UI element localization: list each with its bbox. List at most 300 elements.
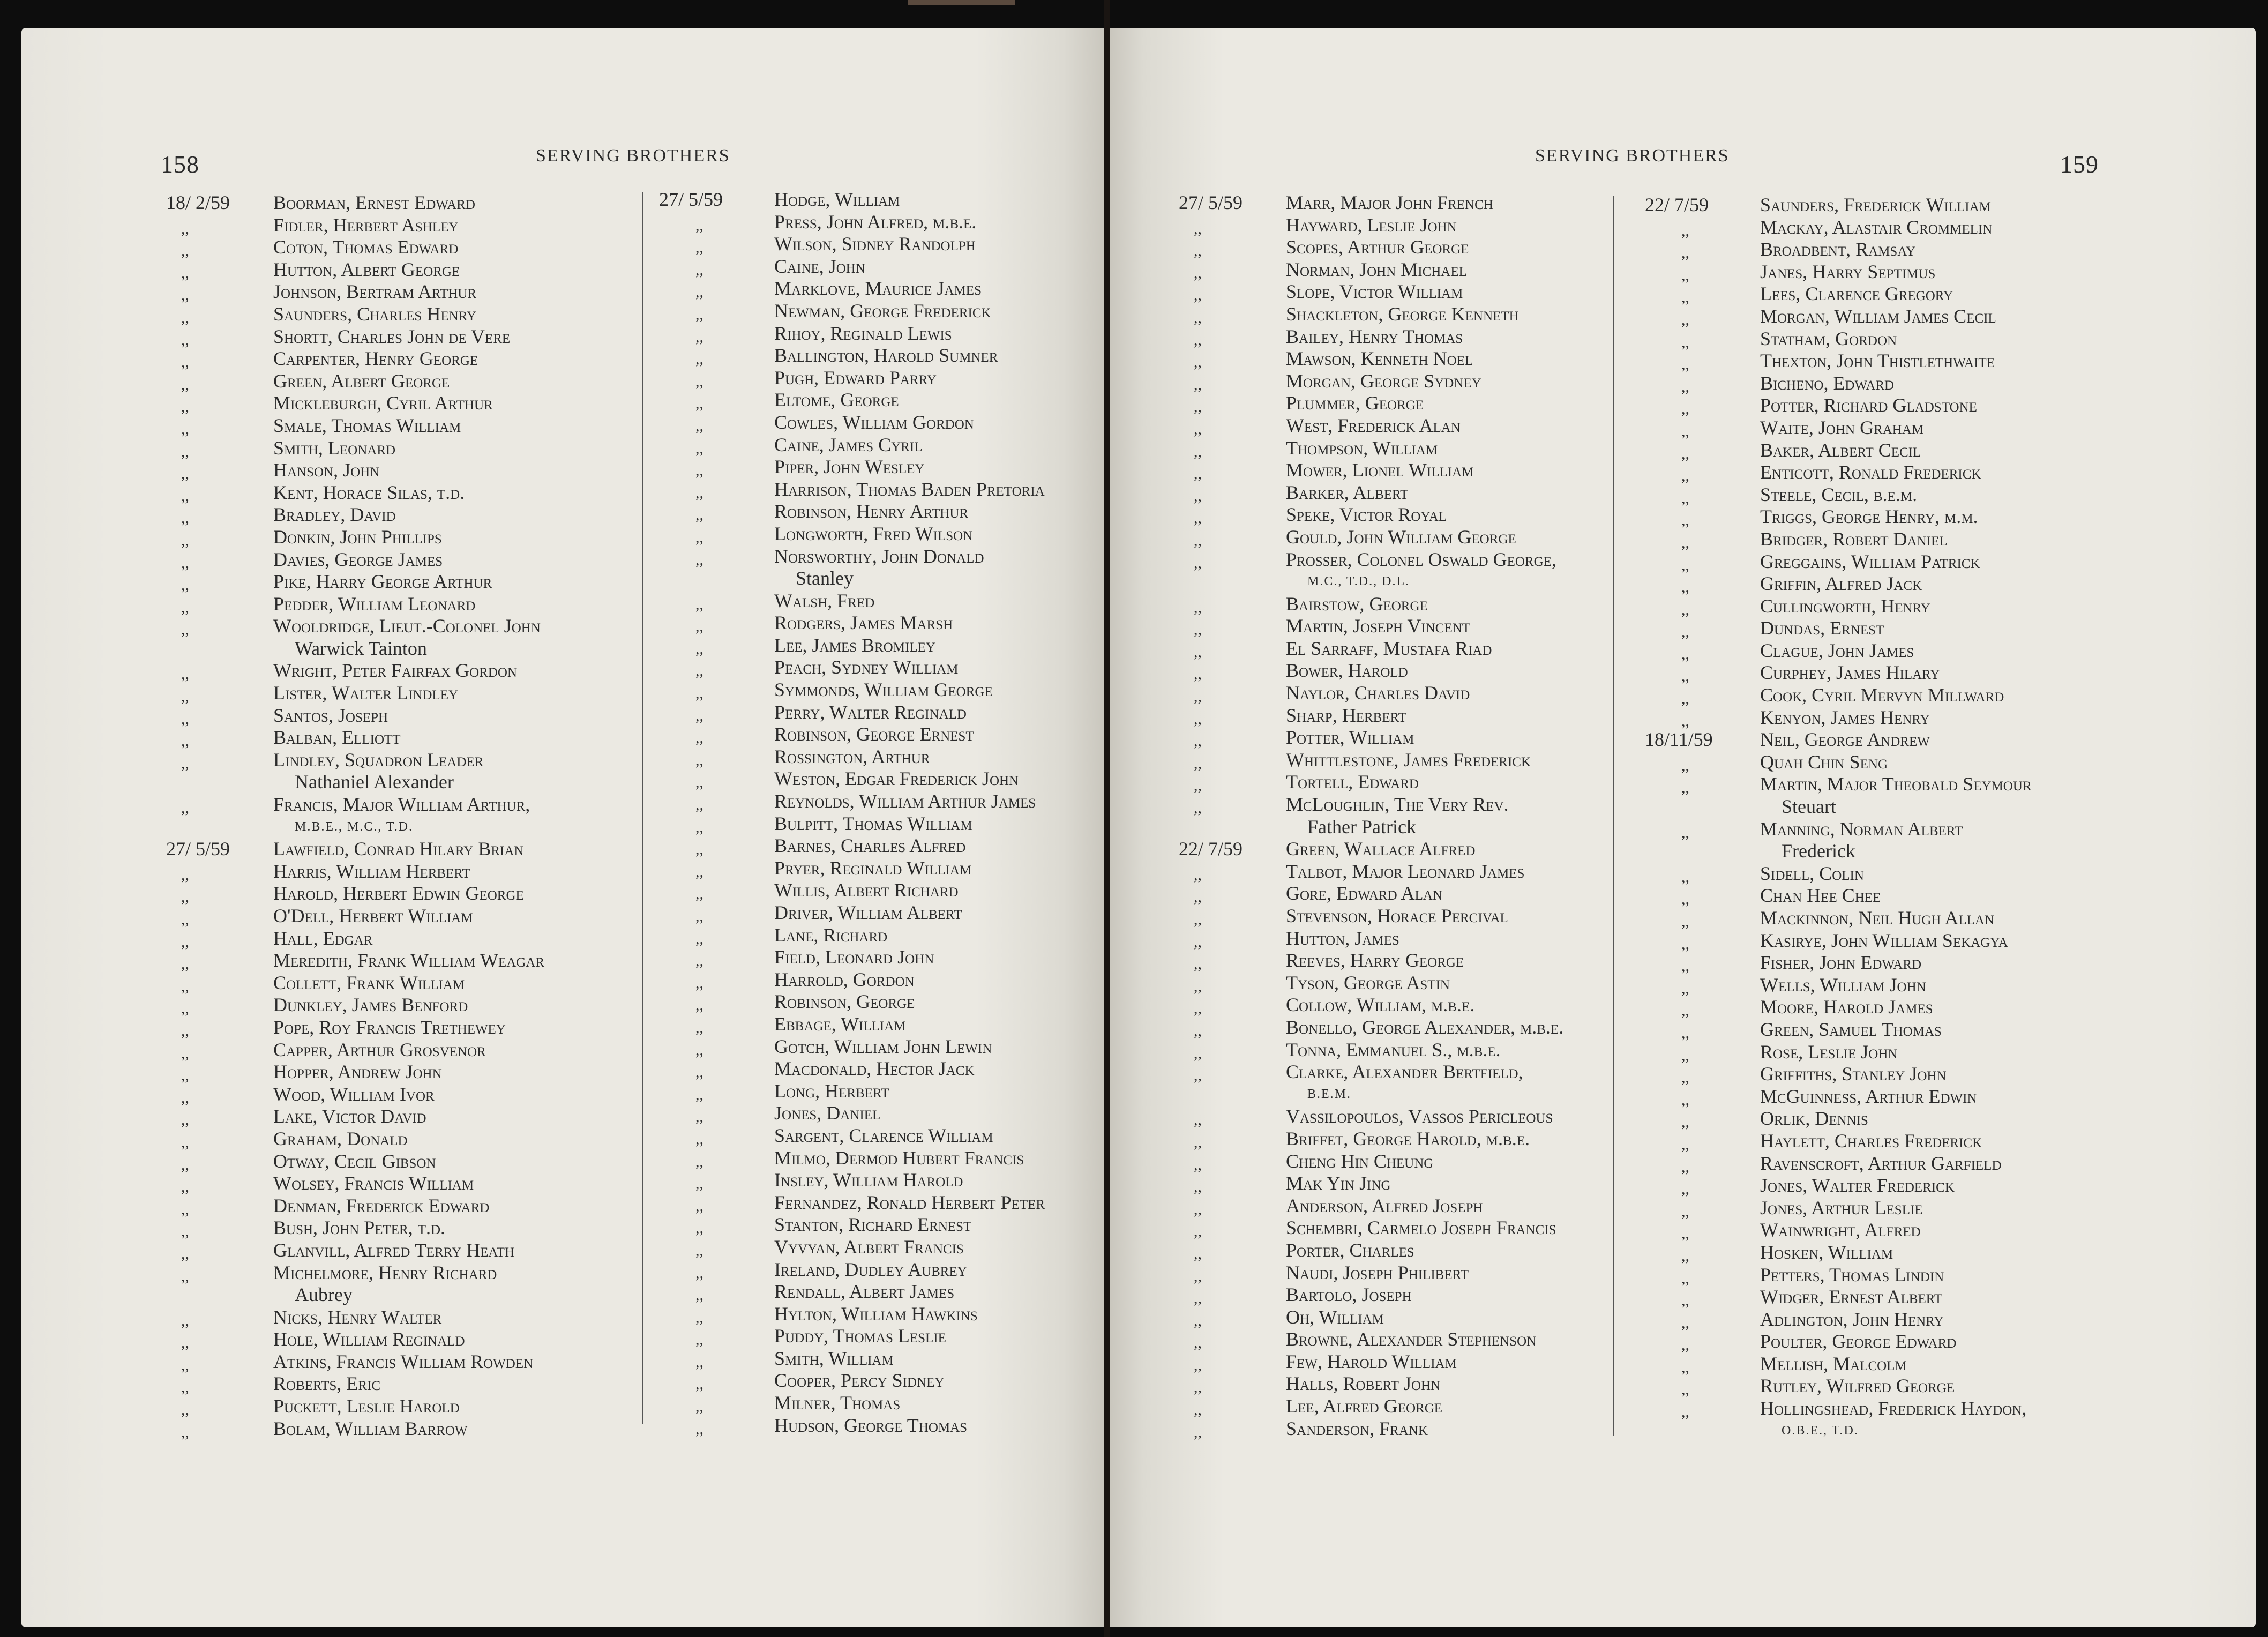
- ditto-mark: ,,: [1681, 868, 1689, 886]
- entry-name: Lee, Alfred George: [1286, 1395, 1443, 1417]
- ditto-mark: ,,: [1194, 1423, 1202, 1441]
- ditto-mark: ,,: [1194, 665, 1202, 683]
- list-item: [166, 950, 648, 972]
- list-item: [1179, 1328, 1634, 1351]
- ditto-mark: ,,: [1194, 1378, 1202, 1396]
- entry-name: Bridger, Robert Daniel: [1760, 528, 1948, 550]
- list-item: [659, 746, 1104, 768]
- ditto-mark: ,,: [1681, 779, 1689, 797]
- list-item: [1645, 974, 2127, 997]
- list-item: [1179, 838, 1634, 861]
- ditto-mark: ,,: [1681, 1157, 1689, 1176]
- entry-name: Griffiths, Stanley John: [1760, 1063, 1947, 1085]
- ditto-mark: ,,: [695, 238, 703, 257]
- entry-name: Barker, Albert: [1286, 481, 1409, 503]
- ditto-mark: ,,: [695, 907, 703, 925]
- ditto-mark: ,,: [695, 1130, 703, 1148]
- entry-name: Speke, Victor Royal: [1286, 504, 1447, 526]
- ditto-mark: ,,: [181, 687, 189, 706]
- entry-name: West, Frederick Alan: [1286, 414, 1461, 436]
- ditto-mark: ,,: [695, 1397, 703, 1416]
- entry-name: Waite, John Graham: [1760, 416, 1924, 438]
- list-item: [166, 1418, 648, 1440]
- ditto-mark: ,,: [181, 1021, 189, 1040]
- list-item: [1645, 796, 2127, 818]
- list-item: [1645, 729, 2127, 751]
- ditto-mark: ,,: [1681, 890, 1689, 908]
- ditto-mark: ,,: [695, 1063, 703, 1081]
- entry-name: Milmo, Dermod Hubert Francis: [774, 1147, 1024, 1169]
- list-item: [1645, 1420, 2127, 1442]
- running-head-left: SERVING BROTHERS: [536, 146, 730, 166]
- ditto-mark: ,,: [695, 996, 703, 1014]
- ditto-mark: ,,: [695, 1241, 703, 1259]
- entry-name: Collett, Frank William: [273, 971, 465, 993]
- ditto-mark: ,,: [1194, 1066, 1202, 1085]
- ditto-mark: ,,: [695, 1308, 703, 1326]
- list-item: [166, 615, 648, 638]
- list-item: [166, 192, 648, 214]
- list-item: [166, 437, 648, 460]
- list-item: [659, 991, 1104, 1013]
- list-item: [659, 278, 1104, 300]
- list-item: [1179, 482, 1634, 504]
- entry-name: Johnson, Bertram Arthur: [273, 281, 477, 303]
- ditto-mark: ,,: [1681, 1246, 1689, 1265]
- entry-name: Whittlestone, James Frederick: [1286, 749, 1531, 771]
- entry-name: Pike, Harry George Arthur: [273, 571, 492, 593]
- ditto-mark: ,,: [181, 888, 189, 906]
- ditto-mark: ,,: [1681, 1291, 1689, 1310]
- ditto-mark: ,,: [1194, 1244, 1202, 1262]
- ditto-mark: ,,: [695, 372, 703, 390]
- list-item: [1179, 1083, 1634, 1106]
- entry-name: Shortt, Charles John de Vere: [273, 325, 511, 347]
- entry-date: 27/ 5/59: [1179, 192, 1243, 213]
- entry-name: Nicks, Henry Walter: [273, 1306, 442, 1328]
- ditto-mark: ,,: [1681, 600, 1689, 618]
- entry-name: Lawfield, Conrad Hilary Brian: [273, 838, 524, 860]
- entry-name-continuation: Aubrey: [295, 1284, 353, 1306]
- list-item: [1645, 1375, 2127, 1397]
- entry-name: Stanton, Richard Ernest: [774, 1214, 972, 1236]
- entry-name: Sanderson, Frank: [1286, 1417, 1428, 1439]
- entry-name: Potter, William: [1286, 727, 1414, 749]
- list-item: [659, 924, 1104, 947]
- entry-name: Eltome, George: [774, 389, 899, 411]
- ditto-mark: ,,: [1681, 1046, 1689, 1064]
- ditto-mark: ,,: [181, 219, 189, 237]
- entry-name: Widger, Ernest Albert: [1760, 1286, 1943, 1308]
- entry-date: 27/ 5/59: [166, 838, 230, 860]
- entry-name: Manning, Norman Albert: [1760, 818, 1963, 840]
- list-item: [1179, 571, 1634, 593]
- entry-name: Mak Yin Jing: [1286, 1172, 1391, 1194]
- ditto-mark: ,,: [1681, 444, 1689, 462]
- entry-name: Macdonald, Hector Jack: [774, 1058, 975, 1080]
- entry-name: Hall, Edgar: [273, 927, 373, 949]
- list-item: [1179, 1150, 1634, 1173]
- ditto-mark: ,,: [1194, 1334, 1202, 1352]
- entry-name: Reeves, Harry George: [1286, 950, 1464, 971]
- ditto-mark: ,,: [1194, 308, 1202, 326]
- list-item: [659, 523, 1104, 545]
- list-item: [166, 459, 648, 482]
- ditto-mark: ,,: [695, 818, 703, 836]
- ditto-mark: ,,: [695, 617, 703, 636]
- entry-name: Boorman, Ernest Edward: [273, 192, 475, 213]
- entry-name: Potter, Richard Gladstone: [1760, 394, 1977, 416]
- entry-name: Anderson, Alfred Joseph: [1286, 1194, 1483, 1216]
- list-item: [166, 1172, 648, 1195]
- ditto-mark: ,,: [695, 1330, 703, 1349]
- entry-name: Donkin, John Phillips: [273, 526, 442, 548]
- entry-name: Caine, John: [774, 255, 865, 277]
- entry-name: Fernandez, Ronald Herbert Peter: [774, 1191, 1045, 1213]
- list-item: [1645, 1330, 2127, 1353]
- list-column-4: [1645, 194, 2127, 1442]
- ditto-mark: ,,: [1194, 910, 1202, 928]
- entry-name: Santos, Joseph: [273, 704, 388, 726]
- ditto-mark: ,,: [181, 1311, 189, 1329]
- entry-name: Vyvyan, Albert Francis: [774, 1236, 964, 1258]
- list-item: [659, 768, 1104, 790]
- list-item: [659, 1281, 1104, 1303]
- entry-name: Hopper, Andrew John: [273, 1061, 442, 1083]
- ditto-mark: ,,: [181, 1111, 189, 1129]
- ditto-mark: ,,: [695, 1152, 703, 1170]
- entry-name: Green, Albert George: [273, 370, 450, 392]
- list-item: [659, 1370, 1104, 1392]
- list-item: [1645, 1264, 2127, 1287]
- book-gutter: [1104, 0, 1110, 1637]
- entry-name: Insley, William Harold: [774, 1169, 963, 1191]
- list-item: [1179, 236, 1634, 259]
- entry-name: Martin, Joseph Vincent: [1286, 615, 1471, 637]
- ditto-mark: ,,: [1681, 1336, 1689, 1354]
- entry-name: Wood, William Ivor: [273, 1083, 435, 1105]
- ditto-mark: ,,: [695, 1018, 703, 1036]
- ditto-mark: ,,: [695, 1108, 703, 1126]
- entry-name: Morgan, George Sydney: [1286, 370, 1481, 392]
- ditto-mark: ,,: [695, 416, 703, 435]
- entry-date: 18/ 2/59: [166, 192, 230, 213]
- ditto-mark: ,,: [1681, 1269, 1689, 1287]
- ditto-mark: ,,: [695, 929, 703, 947]
- entry-name: Bairstow, George: [1286, 593, 1428, 615]
- ditto-mark: ,,: [695, 706, 703, 724]
- list-item: [1645, 1153, 2127, 1175]
- spine-top: [908, 0, 1015, 5]
- ditto-mark: ,,: [1681, 712, 1689, 730]
- entry-name: Gould, John William George: [1286, 526, 1516, 548]
- ditto-mark: ,,: [695, 1375, 703, 1393]
- list-item: [659, 723, 1104, 746]
- ditto-mark: ,,: [181, 531, 189, 549]
- ditto-mark: ,,: [695, 1197, 703, 1215]
- ditto-mark: ,,: [1681, 221, 1689, 240]
- ditto-mark: ,,: [695, 662, 703, 680]
- list-item: [1645, 1286, 2127, 1309]
- ditto-mark: ,,: [695, 1175, 703, 1193]
- ditto-mark: ,,: [1194, 1222, 1202, 1240]
- entry-name: Cheng Hin Cheung: [1286, 1150, 1434, 1172]
- running-head-right: SERVING BROTHERS: [1535, 146, 1730, 166]
- entry-name: Tyson, George Astin: [1286, 971, 1450, 993]
- list-item: [659, 456, 1104, 479]
- list-item: [659, 835, 1104, 857]
- entry-name: Hutton, Albert George: [273, 258, 460, 280]
- list-item: [1179, 727, 1634, 749]
- list-item: [1645, 506, 2127, 528]
- entry-name: Shackleton, George Kenneth: [1286, 303, 1519, 325]
- ditto-mark: ,,: [1194, 219, 1202, 237]
- ditto-mark: ,,: [181, 420, 189, 438]
- entry-name: Caine, James Cyril: [774, 433, 923, 455]
- list-item: [166, 861, 648, 883]
- ditto-mark: ,,: [1194, 754, 1202, 772]
- ditto-mark: ,,: [1194, 1111, 1202, 1129]
- entry-name: Coton, Thomas Edward: [273, 236, 459, 258]
- entry-name: Fidler, Herbert Ashley: [273, 214, 459, 236]
- entry-name: Triggs, George Henry, m.m.: [1760, 506, 1978, 528]
- list-item: [166, 816, 648, 839]
- entry-name: Press, John Alfred, m.b.e.: [774, 211, 977, 233]
- list-item: [1645, 261, 2127, 283]
- entry-name: Bartolo, Joseph: [1286, 1284, 1412, 1306]
- list-item: [1179, 549, 1634, 571]
- entry-name: Lane, Richard: [774, 924, 888, 946]
- ditto-mark: ,,: [1194, 1289, 1202, 1307]
- ditto-mark: ,,: [1194, 621, 1202, 639]
- list-item: [1179, 615, 1634, 638]
- list-item: [1645, 484, 2127, 506]
- ditto-mark: ,,: [181, 754, 189, 772]
- list-item: [166, 326, 648, 348]
- entry-name: Ireland, Dudley Aubrey: [774, 1258, 967, 1280]
- entry-name: Scopes, Arthur George: [1286, 236, 1469, 258]
- entry-name: Naylor, Charles David: [1286, 682, 1470, 704]
- entry-name: Rutley, Wilfred George: [1760, 1375, 1955, 1397]
- list-item: [1179, 1284, 1634, 1306]
- list-item: [659, 389, 1104, 412]
- entry-name: Pugh, Edward Parry: [774, 367, 937, 388]
- ditto-mark: ,,: [1681, 266, 1689, 284]
- entry-name: Petters, Thomas Lindin: [1760, 1264, 1944, 1285]
- entry-name: Harrison, Thomas Baden Pretoria: [774, 478, 1045, 500]
- entry-name-continuation: M.B.E., M.C., T.D.: [295, 819, 414, 834]
- list-item: [1179, 794, 1634, 816]
- entry-name: Thexton, John Thistlethwaite: [1760, 350, 1995, 372]
- entry-name: Mellish, Malcolm: [1760, 1352, 1907, 1374]
- entry-name: Peach, Sydney William: [774, 656, 959, 678]
- ditto-mark: ,,: [1681, 288, 1689, 307]
- entry-name: Haylett, Charles Frederick: [1760, 1130, 1982, 1152]
- ditto-mark: ,,: [181, 331, 189, 349]
- list-item: [659, 1058, 1104, 1080]
- list-item: [1179, 994, 1634, 1016]
- entry-name: Rodgers, James Marsh: [774, 612, 953, 634]
- entry-name: Mackay, Alastair Crommelin: [1760, 216, 1993, 238]
- entry-name: Lake, Victor David: [273, 1105, 426, 1127]
- list-item: [166, 504, 648, 526]
- entry-name: Lister, Walter Lindley: [273, 682, 459, 704]
- entry-name: Talbot, Major Leonard James: [1286, 860, 1525, 882]
- entry-name: Rendall, Albert James: [774, 1281, 955, 1303]
- list-item: [1179, 1039, 1634, 1062]
- list-item: [1645, 238, 2127, 261]
- ditto-mark: ,,: [1194, 398, 1202, 416]
- list-item: [1645, 640, 2127, 662]
- list-item: [1179, 1351, 1634, 1373]
- ditto-mark: ,,: [1681, 1135, 1689, 1153]
- entry-name: Graham, Donald: [273, 1127, 408, 1149]
- list-item: [1645, 528, 2127, 551]
- entry-name: Kenyon, James Henry: [1760, 706, 1930, 728]
- ditto-mark: ,,: [1194, 286, 1202, 304]
- entry-name: Hanson, John: [273, 459, 380, 481]
- list-item: [1179, 459, 1634, 482]
- ditto-mark: ,,: [1681, 1380, 1689, 1399]
- list-item: [659, 1392, 1104, 1415]
- list-item: [1645, 1219, 2127, 1242]
- entry-name: Wilson, Sidney Randolph: [774, 233, 976, 255]
- entry-name: Porter, Charles: [1286, 1239, 1414, 1261]
- ditto-mark: ,,: [1194, 1021, 1202, 1040]
- entry-name: Marr, Major John French: [1286, 192, 1493, 213]
- entry-name: Bicheno, Edward: [1760, 372, 1895, 394]
- list-item: [166, 526, 648, 549]
- ditto-mark: ,,: [695, 885, 703, 903]
- ditto-mark: ,,: [181, 1267, 189, 1285]
- ditto-mark: ,,: [695, 952, 703, 970]
- ditto-mark: ,,: [1681, 979, 1689, 997]
- entry-name: Clarke, Alexander Bertfield,: [1286, 1061, 1523, 1083]
- entry-name: Naudi, Joseph Philibert: [1286, 1261, 1469, 1283]
- entry-name: Jones, Daniel: [774, 1102, 881, 1124]
- list-item: [659, 790, 1104, 813]
- ditto-mark: ,,: [1681, 1113, 1689, 1131]
- entry-name: Bolam, William Barrow: [273, 1417, 468, 1439]
- entry-name: Mackinnon, Neil Hugh Allan: [1760, 907, 1995, 929]
- list-item: [1645, 684, 2127, 707]
- ditto-mark: ,,: [695, 283, 703, 301]
- entry-name: Hollingshead, Frederick Haydon,: [1760, 1397, 2027, 1419]
- list-item: [1645, 216, 2127, 239]
- ditto-mark: ,,: [181, 865, 189, 884]
- ditto-mark: ,,: [1681, 645, 1689, 663]
- list-item: [1179, 1418, 1634, 1440]
- list-item: [166, 749, 648, 772]
- entry-name: Clague, John James: [1760, 639, 1914, 661]
- list-item: [1645, 863, 2127, 885]
- ditto-mark: ,,: [181, 264, 189, 282]
- entry-name: Ballington, Harold Sumner: [774, 345, 998, 367]
- list-column-1: [166, 192, 648, 1440]
- list-item: [1645, 1353, 2127, 1376]
- entry-name: Schembri, Carmelo Joseph Francis: [1286, 1217, 1556, 1239]
- ditto-mark: ,,: [181, 1423, 189, 1441]
- list-item: [166, 727, 648, 749]
- list-item: [659, 1236, 1104, 1259]
- entry-name: McGuinness, Arthur Edwin: [1760, 1085, 1977, 1107]
- ditto-mark: ,,: [1681, 400, 1689, 418]
- ditto-mark: ,,: [181, 1200, 189, 1218]
- ditto-mark: ,,: [1681, 533, 1689, 551]
- entry-name: Pope, Roy Francis Trethewey: [273, 1016, 506, 1038]
- entry-date: 18/11/59: [1645, 729, 1713, 751]
- list-item: [166, 1239, 648, 1262]
- list-item: [1179, 526, 1634, 549]
- ditto-mark: ,,: [1194, 465, 1202, 483]
- ditto-mark: ,,: [181, 621, 189, 639]
- ditto-mark: ,,: [1194, 531, 1202, 549]
- ditto-mark: ,,: [1194, 1178, 1202, 1196]
- ditto-mark: ,,: [181, 1155, 189, 1173]
- list-item: [1179, 1061, 1634, 1083]
- ditto-mark: ,,: [1681, 422, 1689, 440]
- entry-name: Enticott, Ronald Frederick: [1760, 461, 1981, 483]
- list-item: [1179, 415, 1634, 437]
- entry-name-continuation: Frederick: [1782, 840, 1855, 862]
- list-item: [166, 1306, 648, 1329]
- list-item: [166, 771, 648, 794]
- list-item: [1179, 1195, 1634, 1217]
- entry-name: Perry, Walter Reginald: [774, 701, 967, 723]
- list-item: [1645, 662, 2127, 684]
- ditto-mark: ,,: [181, 955, 189, 973]
- list-item: [1645, 439, 2127, 462]
- list-item: [1179, 749, 1634, 772]
- entry-name: Lindley, Squadron Leader: [273, 749, 484, 771]
- list-item: [659, 256, 1104, 278]
- list-item: [166, 303, 648, 326]
- list-item: [166, 682, 648, 705]
- entry-name: Bush, John Peter, t.d.: [273, 1217, 446, 1239]
- ditto-mark: ,,: [181, 1222, 189, 1240]
- entry-name: Hayward, Leslie John: [1286, 214, 1457, 236]
- list-item: [1179, 348, 1634, 370]
- entry-name: Smale, Thomas William: [273, 414, 461, 436]
- list-item: [1179, 682, 1634, 705]
- entry-name: Curphey, James Hilary: [1760, 662, 1940, 684]
- list-item: [1645, 1086, 2127, 1108]
- entry-name: Piper, John Wesley: [774, 456, 925, 478]
- list-item: [1645, 930, 2127, 952]
- list-item: [166, 348, 648, 370]
- list-item: [659, 323, 1104, 345]
- list-item: [166, 1105, 648, 1128]
- list-item: [166, 236, 648, 259]
- ditto-mark: ,,: [1194, 1401, 1202, 1419]
- entry-name: Kent, Horace Silas, t.d.: [273, 481, 465, 503]
- ditto-mark: ,,: [1681, 667, 1689, 685]
- list-item: [659, 300, 1104, 323]
- list-item: [659, 567, 1104, 590]
- entry-name: Pedder, William Leonard: [273, 593, 476, 615]
- list-item: [659, 1192, 1104, 1214]
- list-item: [1179, 1217, 1634, 1239]
- entry-name: O'Dell, Herbert William: [273, 905, 473, 926]
- ditto-mark: ,,: [1681, 1023, 1689, 1042]
- ditto-mark: ,,: [695, 729, 703, 747]
- list-item: [166, 571, 648, 593]
- entry-name: Green, Wallace Alfred: [1286, 838, 1476, 860]
- ditto-mark: ,,: [695, 840, 703, 858]
- list-item: [659, 1348, 1104, 1370]
- entry-name: Willis, Albert Richard: [774, 879, 959, 901]
- entry-name: Milner, Thomas: [774, 1392, 901, 1414]
